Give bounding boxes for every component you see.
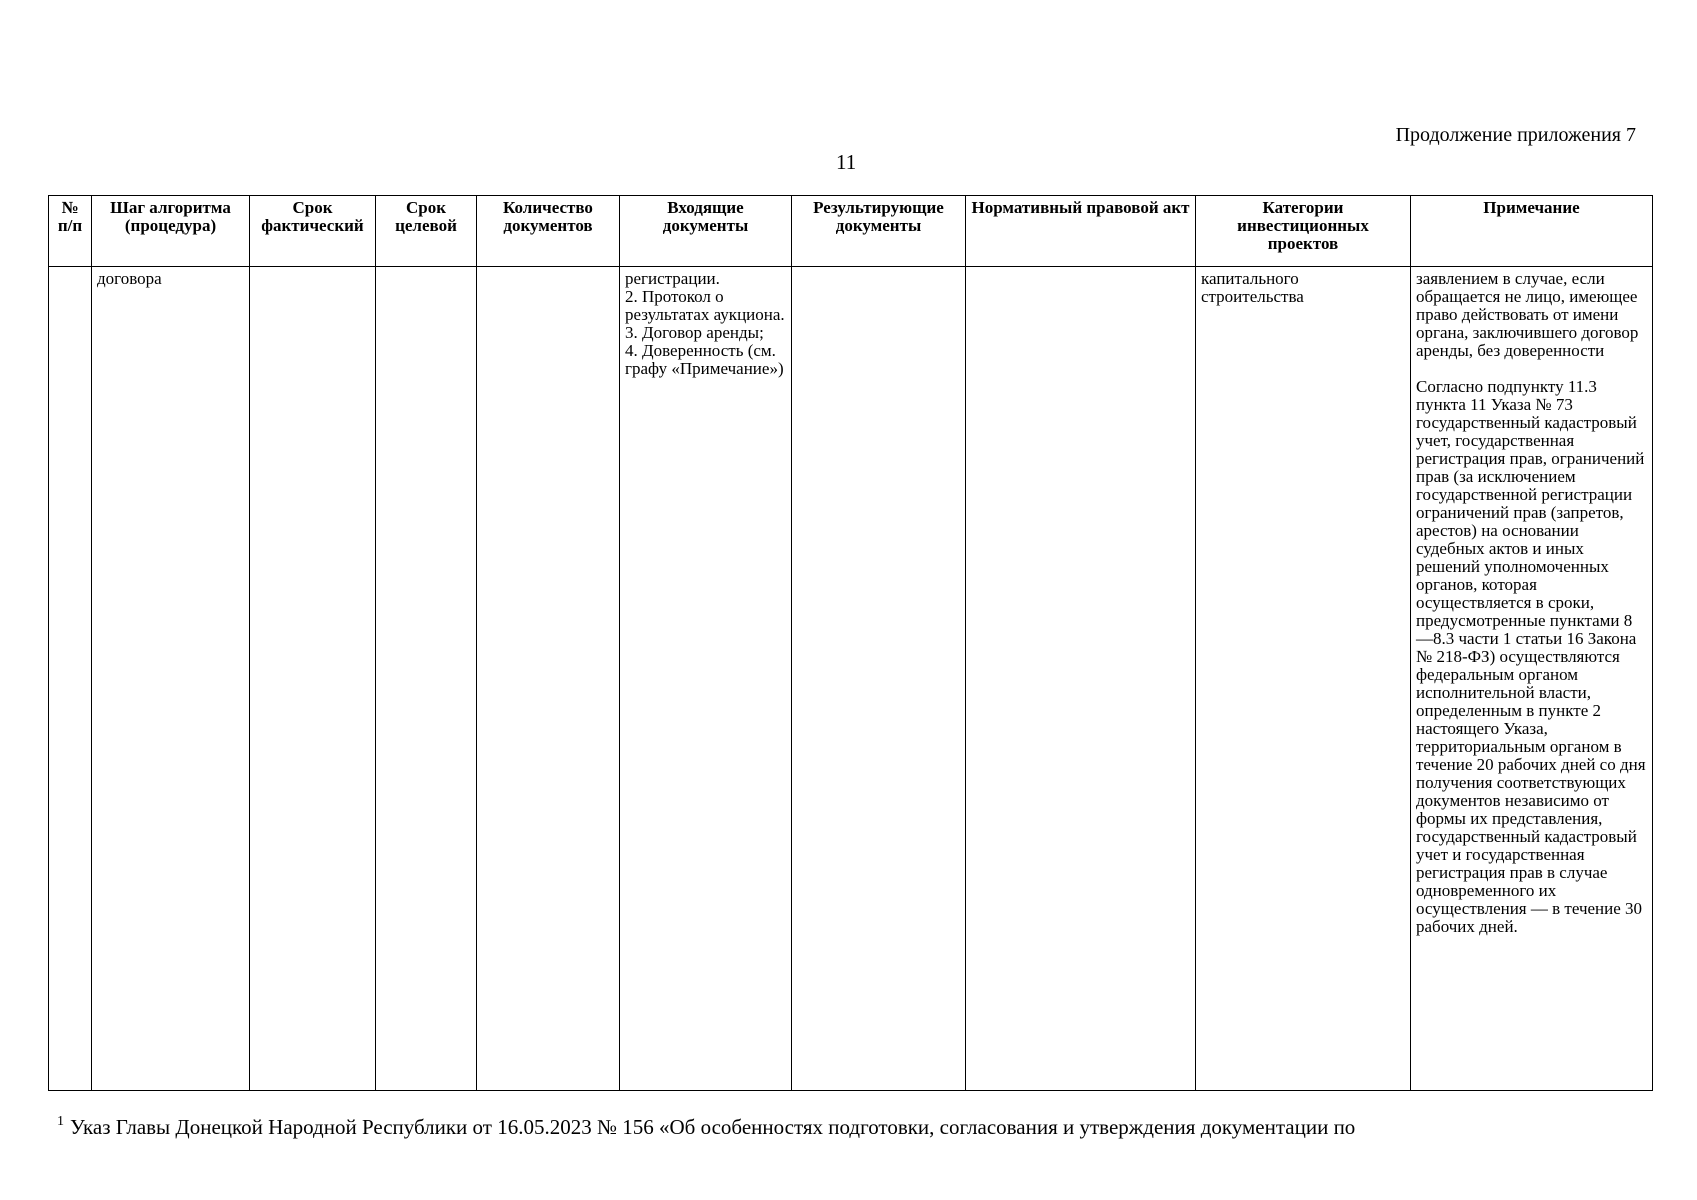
table-row: [49, 267, 1653, 1091]
note-paragraph: заявлением в случае, если обращается не лицо, имеющее право действовать от имени органа, заключившего договор аренды, без доверенности: [1416, 269, 1639, 360]
continuation-label: Продолжение приложения 7: [1395, 124, 1636, 146]
paragraph-gap: [1416, 360, 1647, 378]
incoming-document-item: 3. Договор аренды;: [625, 323, 764, 342]
cell-project-categories: капитального строительства: [1196, 267, 1411, 1091]
page-number: 11: [836, 150, 857, 174]
cell-resulting-documents: [792, 267, 966, 1091]
cell-legal-act: [966, 267, 1196, 1091]
column-header-target-term: Срок целевой: [376, 196, 477, 267]
column-header-incoming-documents: Входящие документы: [620, 196, 792, 267]
column-header-note: Примечание: [1411, 196, 1653, 267]
incoming-document-item: 4. Доверенность (см. графу «Примечание»): [625, 341, 784, 378]
column-header-number: № п/п: [49, 196, 92, 267]
column-header-legal-act: Нормативный правовой акт: [966, 196, 1196, 267]
incoming-document-item: 2. Протокол о результатах аукциона.: [625, 287, 785, 324]
cell-number: [49, 267, 92, 1091]
note-paragraph: Согласно подпункту 11.3 пункта 11 Указа № 73 государственный кадастровый учет, государственная регистрация прав, ограничений прав (за исключением государственной регистрации ограничений прав (запретов, арестов) на основании судебных актов и иных решений уполномоченных органов, которая осуществляется в сроки, предусмотренные пунктами 8—8.3 части 1 статьи 16 Закона № 218-ФЗ) осуществляются федеральным органом исполнительной власти, определенным в пункте 2 настоящего Указа, территориальным органом в течение 20 рабочих дней со дня получения соответствующих документов независимо от формы их представления, государственный кадастровый учет и государственная регистрация прав в случае одновременного их осуществления — в течение 30 рабочих дней.: [1416, 377, 1646, 936]
cell-actual-term: [250, 267, 376, 1091]
footnote-marker: 1: [57, 1114, 64, 1129]
column-header-actual-term: Срок фактический: [250, 196, 376, 267]
column-header-project-categories: Категории инвестиционных проектов: [1196, 196, 1411, 267]
cell-target-term: [376, 267, 477, 1091]
table-header-row: [49, 196, 1653, 267]
cell-documents-count: [477, 267, 620, 1091]
footnote: [57, 1110, 1649, 1139]
cell-note: [1411, 267, 1653, 1091]
procedure-table: [48, 195, 1653, 1091]
cell-incoming-documents: [620, 267, 792, 1091]
cell-step: договора: [92, 267, 250, 1091]
footnote-text: Указ Главы Донецкой Народной Республики от 16.05.2023 № 156 «Об особенностях подготовки, согласования и утверждения документации по: [70, 1115, 1356, 1139]
incoming-document-item: регистрации.: [625, 269, 720, 288]
column-header-step: Шаг алгоритма (процедура): [92, 196, 250, 267]
column-header-resulting-documents: Результирующие документы: [792, 196, 966, 267]
column-header-documents-count: Количество документов: [477, 196, 620, 267]
